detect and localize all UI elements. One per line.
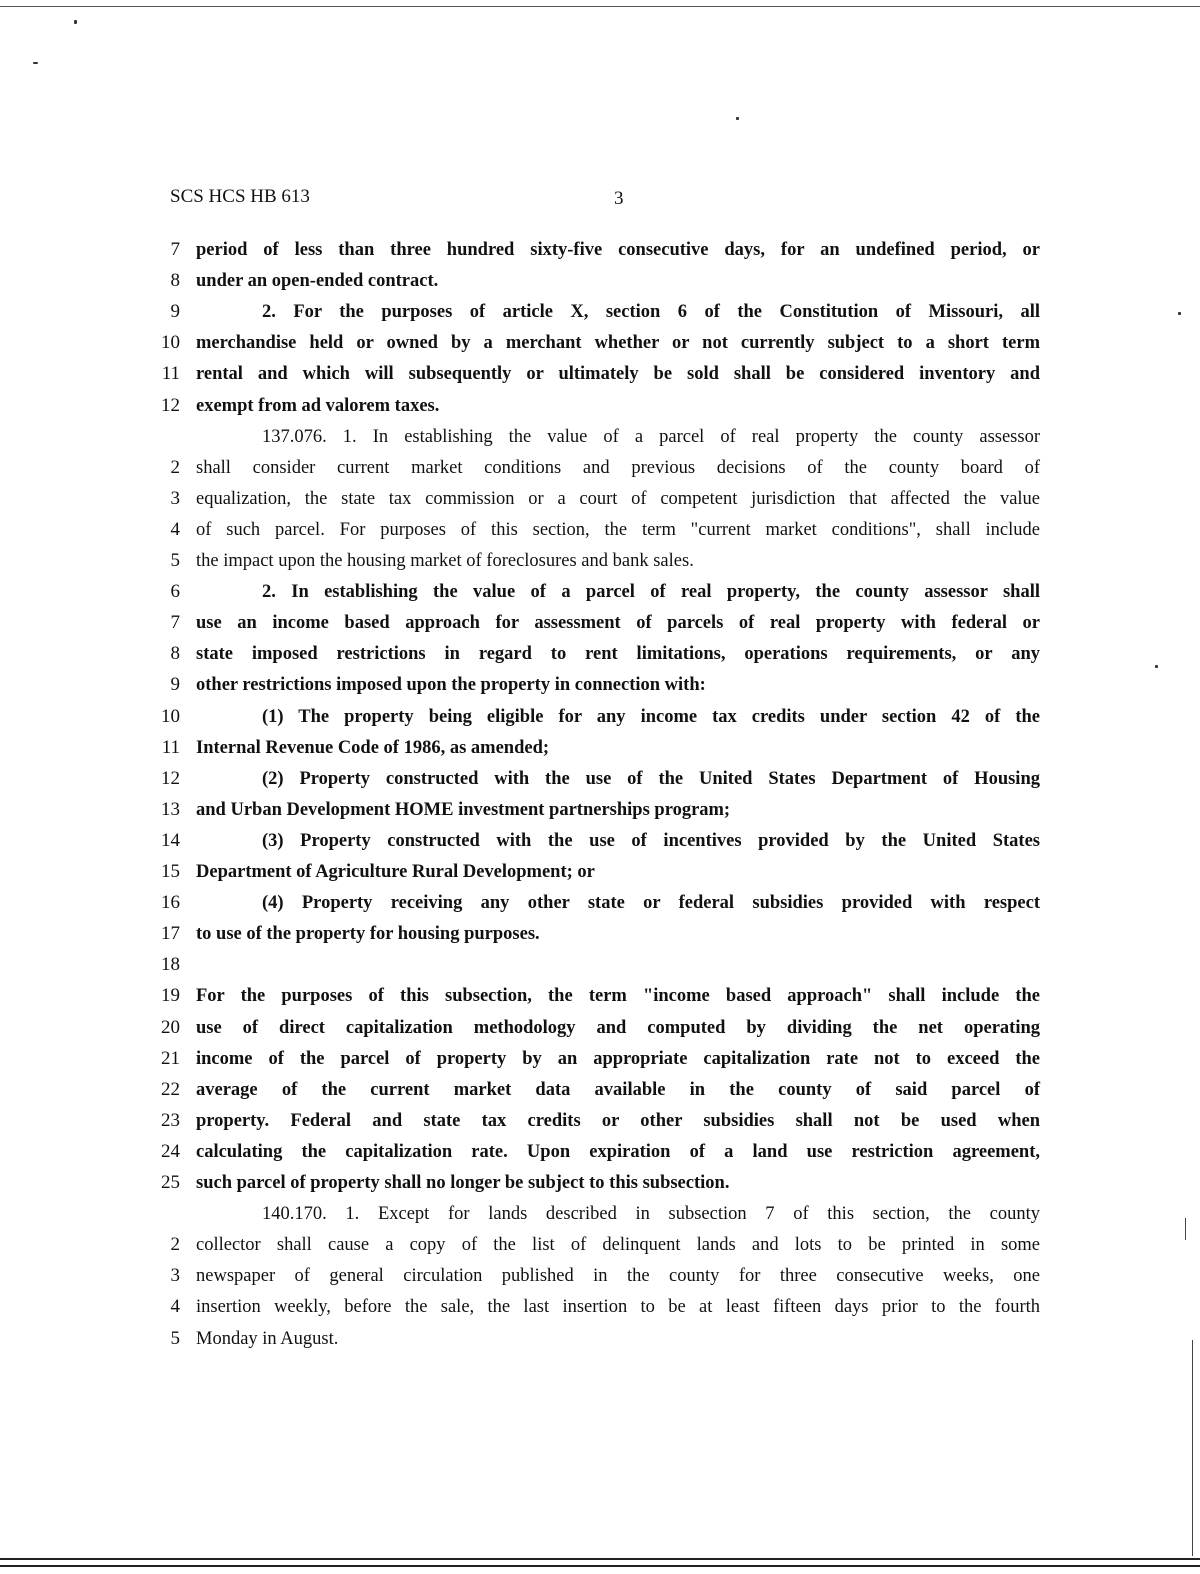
scan-speck [736, 117, 739, 120]
line-number: 16 [161, 892, 180, 914]
document-line [0, 702, 1200, 732]
line-text: period of less than three hundred sixty-five consecutive days, for an undefined period, or [196, 240, 1040, 260]
line-text: newspaper of general circulation published in the county for three consecutive weeks, one [196, 1266, 1040, 1287]
document-line [0, 1199, 1200, 1229]
document-line [0, 1137, 1200, 1167]
line-text: such parcel of property shall no longer be subject to this subsection. [196, 1173, 730, 1193]
line-number: 10 [161, 332, 180, 354]
document-line [0, 515, 1200, 545]
line-number: 6 [170, 581, 180, 603]
bottom-rule [0, 1558, 1200, 1567]
line-text: Internal Revenue Code of 1986, as amended; [196, 737, 550, 758]
document-line [0, 857, 1200, 887]
document-line [0, 1106, 1200, 1136]
line-text: use an income based approach for assessment of parcels of real property with federal or [196, 613, 1040, 634]
line-number: 25 [161, 1172, 180, 1193]
document-line [0, 1013, 1200, 1043]
line-number: 17 [161, 923, 180, 945]
line-text: property. Federal and state tax credits or other subsidies shall not be used when [196, 1110, 1040, 1131]
line-text: Monday in August. [196, 1328, 339, 1349]
line-text: Department of Agriculture Rural Development; or [196, 862, 595, 882]
document-line [0, 1230, 1200, 1260]
line-text: the impact upon the housing market of foreclosures and bank sales. [196, 551, 694, 571]
paragraph-start-line: 2. In establishing the value of a parcel of real property, the county assessor shall [262, 582, 1040, 603]
document-line [0, 1075, 1200, 1105]
document-line [0, 950, 1200, 980]
line-number: 3 [170, 487, 180, 509]
line-text: state imposed restrictions in regard to rent limitations, operations requirements, or any [196, 644, 1040, 665]
line-text: income of the parcel of property by an appropriate capitalization rate not to exceed the [196, 1048, 1040, 1069]
paragraph-start-line: 140.170. 1. Except for lands described in subsection 7 of this section, the county [262, 1204, 1040, 1225]
line-number: 20 [161, 1016, 180, 1038]
paragraph-start-line: (2) Property constructed with the use of the United States Department of Housing [262, 768, 1040, 789]
line-text: average of the current market data available in the county of said parcel of [196, 1079, 1040, 1100]
document-line [0, 484, 1200, 514]
line-number: 7 [170, 612, 180, 634]
line-number: 3 [170, 1265, 180, 1287]
document-line [0, 795, 1200, 825]
document-line [0, 919, 1200, 949]
document-line [0, 391, 1200, 421]
top-rule [0, 6, 1200, 7]
line-number: 14 [161, 829, 180, 851]
document-line [0, 764, 1200, 794]
line-number: 22 [161, 1078, 180, 1100]
line-number: 24 [161, 1140, 180, 1162]
line-number: 5 [170, 1327, 180, 1349]
document-line [0, 297, 1200, 327]
line-number: 9 [170, 301, 180, 323]
document-line [0, 453, 1200, 483]
scan-speck [74, 20, 77, 24]
line-number: 2 [170, 456, 180, 478]
line-text: to use of the property for housing purposes. [196, 924, 540, 945]
document-line [0, 577, 1200, 607]
line-text: exempt from ad valorem taxes. [196, 395, 440, 416]
line-number: 15 [161, 861, 180, 882]
line-number: 23 [161, 1109, 180, 1131]
scan-edge-mark [1192, 1340, 1193, 1556]
document-line [0, 235, 1200, 265]
paragraph-start-line: 2. For the purposes of article X, section 6 of the Constitution of Missouri, all [262, 302, 1040, 323]
bill-reference: SCS HCS HB 613 [170, 186, 310, 207]
paragraph-start-line: (4) Property receiving any other state or federal subsidies provided with respect [262, 893, 1040, 914]
line-number: 10 [161, 705, 180, 727]
document-line [0, 733, 1200, 763]
document-line [0, 608, 1200, 638]
line-number: 11 [161, 736, 180, 758]
line-text: other restrictions imposed upon the property in connection with: [196, 675, 706, 696]
line-text: and Urban Development HOME investment partnerships program; [196, 799, 731, 820]
document-line [0, 1168, 1200, 1198]
document-line [0, 670, 1200, 700]
document-line [0, 1044, 1200, 1074]
line-number: 13 [161, 798, 180, 820]
line-text: under an open-ended contract. [196, 271, 439, 292]
line-text: collector shall cause a copy of the list of delinquent lands and lots to be printed in some [196, 1235, 1040, 1256]
line-number: 8 [170, 270, 180, 292]
line-number: 5 [170, 550, 180, 571]
line-number: 19 [161, 985, 180, 1007]
line-number: 21 [161, 1047, 180, 1069]
line-number: 8 [170, 643, 180, 665]
line-number: 4 [170, 1296, 180, 1318]
document-line [0, 981, 1200, 1011]
line-text: merchandise held or owned by a merchant whether or not currently subject to a short term [196, 333, 1040, 354]
document-line [0, 1261, 1200, 1291]
line-text: shall consider current market conditions and previous decisions of the county board of [196, 457, 1040, 478]
document-line [0, 266, 1200, 296]
line-number: 12 [161, 767, 180, 789]
scan-speck [33, 62, 38, 64]
line-text: For the purposes of this subsection, the term "income based approach" shall include the [196, 986, 1040, 1007]
document-line [0, 328, 1200, 358]
line-number: 7 [170, 239, 180, 260]
document-line [0, 1292, 1200, 1322]
line-number: 2 [170, 1234, 180, 1256]
document-line [0, 888, 1200, 918]
line-number: 11 [161, 363, 180, 385]
line-text: of such parcel. For purposes of this section, the term "current market conditions", shall include [196, 519, 1040, 540]
paragraph-start-line: (3) Property constructed with the use of incentives provided by the United States [262, 830, 1040, 851]
paragraph-start-line: (1) The property being eligible for any income tax credits under section 42 of the [262, 706, 1040, 727]
document-line [0, 422, 1200, 452]
line-number: 18 [161, 954, 180, 976]
line-text: rental and which will subsequently or ultimately be sold shall be considered inventory and [196, 364, 1040, 385]
line-text: equalization, the state tax commission or a court of competent jurisdiction that affected the value [196, 488, 1040, 509]
line-text: calculating the capitalization rate. Upon expiration of a land use restriction agreement, [196, 1141, 1040, 1162]
paragraph-start-line: 137.076. 1. In establishing the value of a parcel of real property the county assessor [262, 426, 1040, 447]
line-text: use of direct capitalization methodology and computed by dividing the net operating [196, 1017, 1040, 1038]
line-number: 12 [161, 394, 180, 416]
line-text: insertion weekly, before the sale, the last insertion to be at least fifteen days prior to the fourth [196, 1297, 1040, 1318]
document-line [0, 1324, 1200, 1354]
document-line [0, 359, 1200, 389]
document-line [0, 546, 1200, 576]
document-line [0, 826, 1200, 856]
document-line [0, 639, 1200, 669]
line-number: 4 [170, 518, 180, 540]
page-number: 3 [614, 188, 624, 209]
line-number: 9 [170, 674, 180, 696]
